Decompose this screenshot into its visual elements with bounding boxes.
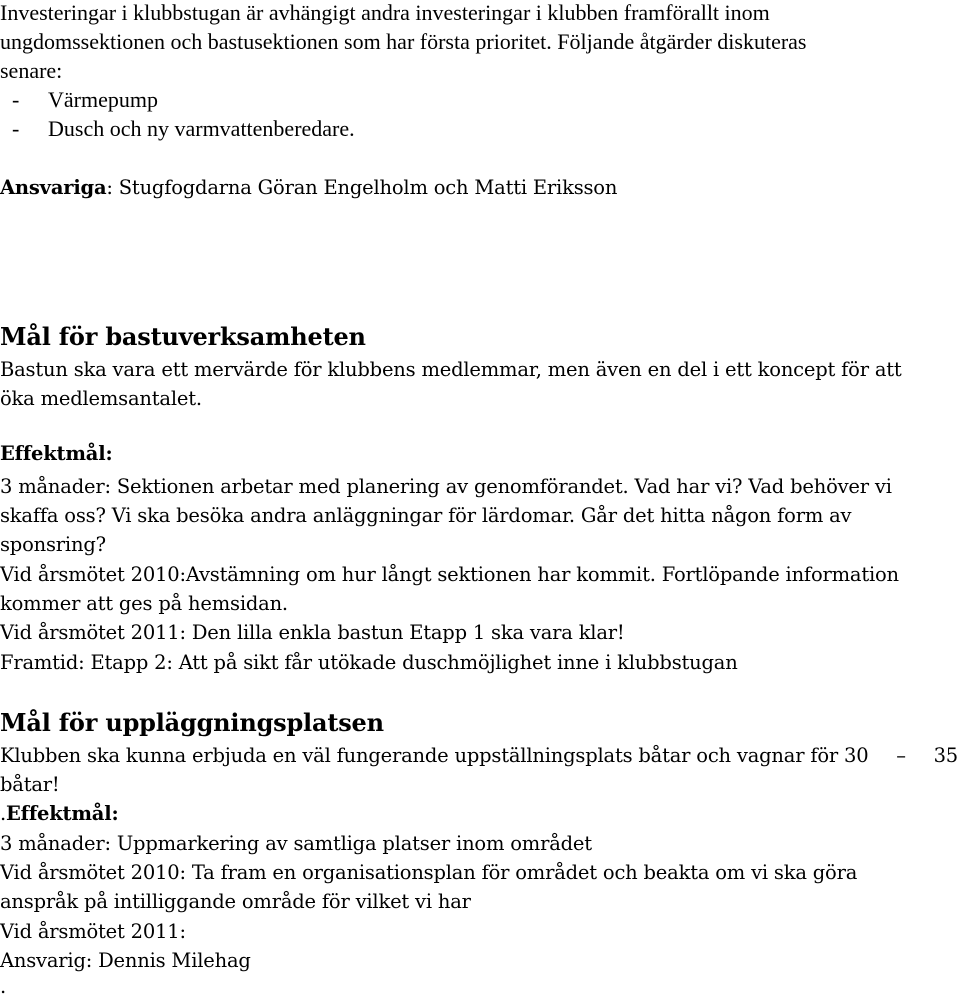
intro-line-1: Investeringar i klubbstugan är avhängigt andra investeringar i klubben framförallt inom <box>0 0 770 25</box>
sauna-line: sponsring? <box>0 533 106 556</box>
storage-line: Vid årsmötet 2011: <box>0 920 186 943</box>
storage-line: anspråk på intilliggande område för vilket vi har <box>0 890 471 913</box>
responsible-line <box>0 173 617 202</box>
sauna-line: Vid årsmötet 2010:Avstämning om hur långt sektionen har kommit. Fortlöpande information <box>0 563 899 586</box>
storage-desc-line-1 <box>0 741 958 770</box>
sauna-line: Vid årsmötet 2011: Den lilla enkla bastun Etapp 1 ska vara klar! <box>0 621 625 644</box>
storage-line: Vid årsmötet 2010: Ta fram en organisationsplan för området och beakta om vi ska göra <box>0 861 858 884</box>
storage-desc-line-2: båtar! <box>0 773 60 796</box>
storage-effect-line <box>0 799 118 828</box>
responsible-text: : Stugfogdarna Göran Engelholm och Matti Eriksson <box>106 176 618 199</box>
storage-line: . <box>0 975 6 998</box>
bullet-dash: - <box>12 116 20 141</box>
storage-line: Ansvarig: Dennis Milehag <box>0 949 251 972</box>
sauna-desc-line-2: öka medlemsantalet. <box>0 387 202 410</box>
sauna-effect-label: Effektmål: <box>0 442 113 465</box>
sauna-desc-line-1: Bastun ska vara ett mervärde för klubbens medlemmar, men även en del i ett koncept för att <box>0 358 902 381</box>
storage-desc-right: 35 <box>933 744 958 767</box>
sauna-line: skaffa oss? Vi ska besöka andra anläggningar för lärdomar. Går det hitta någon form av <box>0 504 852 527</box>
sauna-heading: Mål för bastuverksamheten <box>0 322 366 351</box>
sauna-line: kommer att ges på hemsidan. <box>0 592 288 615</box>
sauna-line: Framtid: Etapp 2: Att på sikt får utökade duschmöjlighet inne i klubbstugan <box>0 651 738 674</box>
storage-effect-label: Effektmål: <box>6 802 119 825</box>
intro-line-2: ungdomssektionen och bastusektionen som har första prioritet. Följande åtgärder diskuteras <box>0 29 807 54</box>
storage-desc-dash: – <box>896 744 906 767</box>
storage-line: 3 månader: Uppmarkering av samtliga platser inom området <box>0 832 592 855</box>
bullet-dash: - <box>12 87 20 112</box>
sauna-line: 3 månader: Sektionen arbetar med planering av genomförandet. Vad har vi? Vad behöver vi <box>0 475 892 498</box>
bullet-text: Värmepump <box>48 87 158 112</box>
storage-heading: Mål för uppläggningsplatsen <box>0 708 384 737</box>
storage-desc-left: Klubben ska kunna erbjuda en väl fungerande uppställningsplats båtar och vagnar för 30 <box>0 744 869 767</box>
responsible-label: Ansvariga <box>0 176 107 199</box>
bullet-text: Dusch och ny varmvattenberedare. <box>48 116 355 141</box>
bullet-item <box>0 114 355 143</box>
intro-line-3: senare: <box>0 58 63 83</box>
bullet-item <box>0 85 158 114</box>
storage-effect-prefix: . <box>0 802 6 825</box>
